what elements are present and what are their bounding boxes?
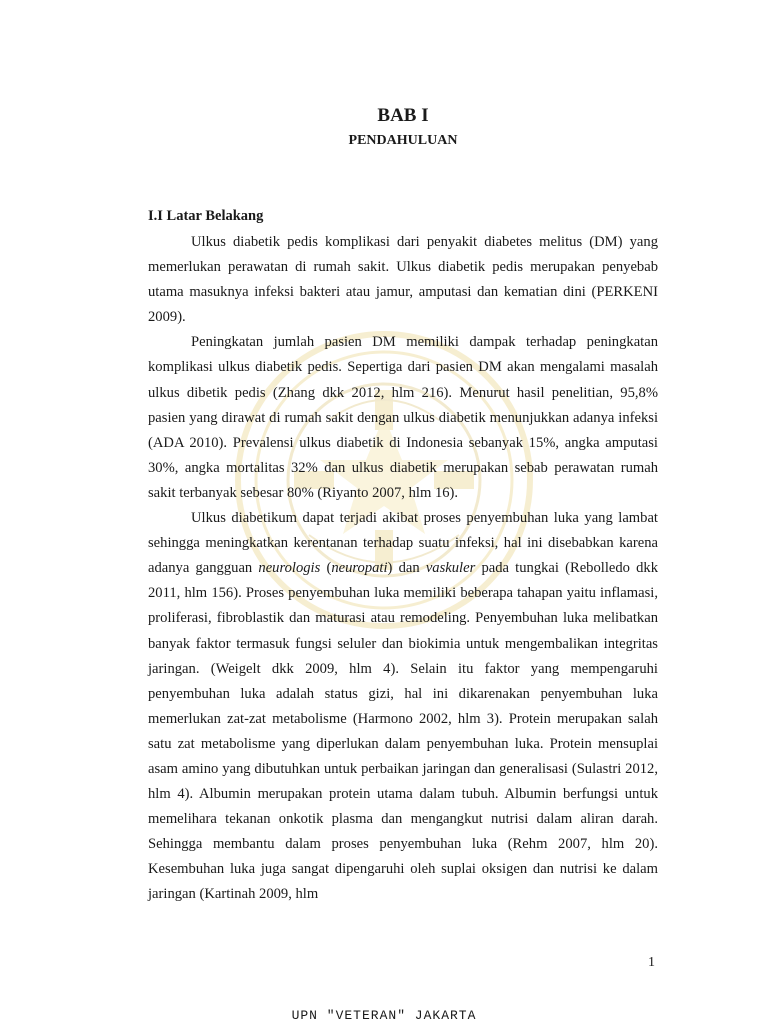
italic-term: vaskuler [425, 560, 476, 577]
section-title: I.I Latar Belakang [148, 208, 264, 224]
footer-text: UPN "VETERAN" JAKARTA [291, 1008, 477, 1023]
italic-term: neurologis [258, 560, 321, 577]
italic-term: neuropati [331, 560, 388, 577]
body-text [148, 230, 658, 908]
paragraph-3: Ulkus diabetikum dapat terjadi akibat proses penyembuhan luka yang lambat sehingga meningkatkan kerentanan terhadap suatu infeksi, hal ini disebabkan karena adanya gangguan neurologis (neuropati) dan vaskuler pada tungkai (Rebolledo dkk 2011, hlm 156). Proses penyembuhan luka memiliki beberapa tahapan yaitu inflamasi, proliferasi, fibroblastik dan maturasi atau remodeling. Penyembuhan luka melibatkan banyak faktor termasuk fungsi seluler dan biokimia untuk mengembalikan integritas jaringan. (Weigelt dkk 2009, hlm 4). Selain itu faktor yang mempengaruhi penyembuhan luka adalah status gizi, hal ini dikarenakan penyembuhan luka memerlukan zat-zat metabolisme (Harmono 2002, hlm 3). Protein merupakan salah satu zat metabolisme yang diperlukan dalam penyembuhan luka. Protein mensuplai asam amino yang dibutuhkan untuk perbaikan jaringan dan generalisasi (Sulastri 2012, hlm 4). Albumin merupakan protein utama dalam tubuh. Albumin berfungsi untuk memelihara tekanan onkotik plasma dan mengangkut nutrisi dalam aliran darah. Sehingga membantu dalam proses penyembuhan luka (Rehm 2007, hlm 20). Kesembuhan luka juga sangat dipengaruhi oleh suplai oksigen dan nutrisi ke dalam jaringan (Kartinah 2009, hlm [148, 510, 659, 903]
paragraph-2: Peningkatan jumlah pasien DM memiliki dampak terhadap peningkatan komplikasi ulkus diabetik pedis. Sepertiga dari pasien DM akan mengalami masalah ulkus dibetik pedis (Zhang dkk 2012, hlm 216). Menurut hasil penelitian, 95,8% pasien yang dirawat di rumah sakit dengan ulkus diabetik menunjukkan adanya infeksi (ADA 2010). Prevalensi ulkus diabetik di Indonesia sebanyak 15%, angka amputasi 30%, angka mortalitas 32% dan ulkus diabetik merupakan sebab perawatan rumah sakit terbanyak sebesar 80% (Riyanto 2007, hlm 16). [148, 334, 658, 501]
chapter-subtitle: PENDAHULUAN [348, 133, 458, 148]
chapter-title: BAB I [377, 105, 429, 126]
paragraph-1: Ulkus diabetik pedis komplikasi dari penyakit diabetes melitus (DM) yang memerlukan perawatan di rumah sakit. Ulkus diabetik pedis merupakan penyebab utama masuknya infeksi bakteri atau jamur, amputasi dan kematian dini (PERKENI 2009). [148, 234, 658, 326]
page-number: 1 [648, 955, 655, 970]
